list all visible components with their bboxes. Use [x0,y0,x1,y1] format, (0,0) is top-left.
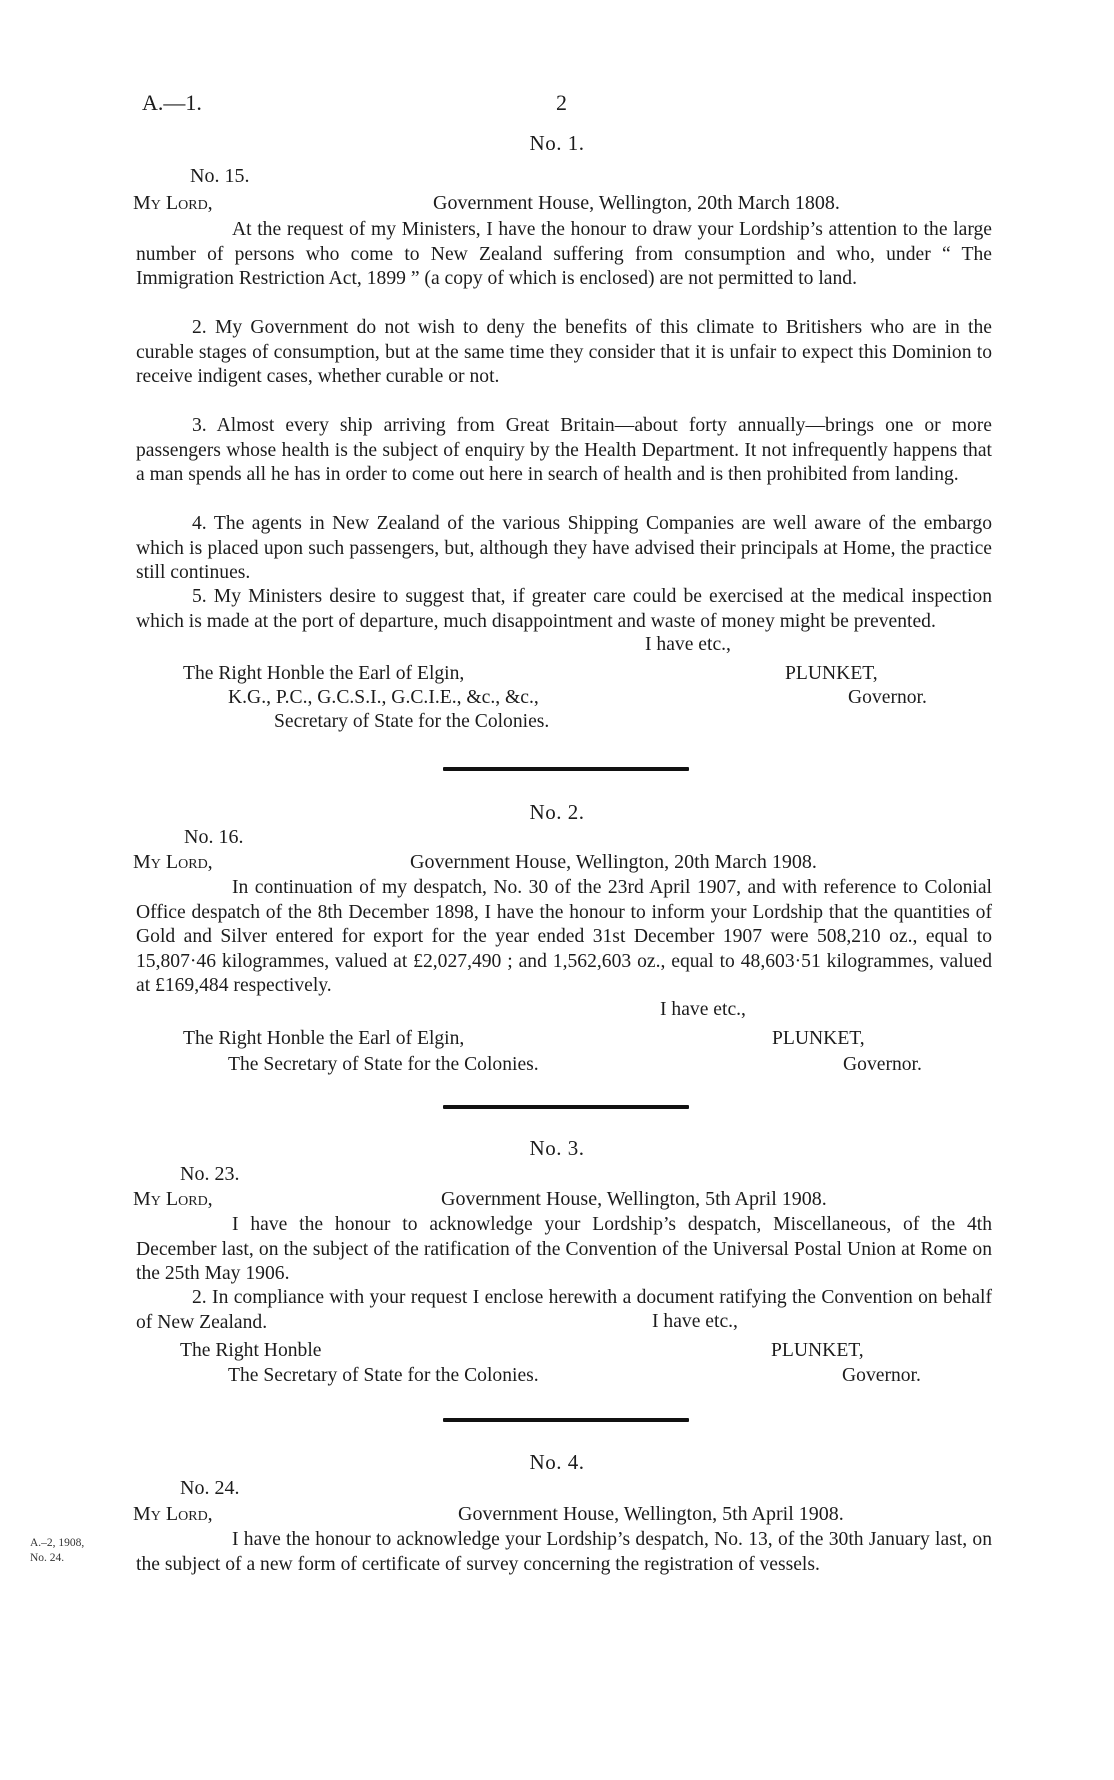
paragraph: 2. My Government do not wish to deny the benefits of this climate to Britishers who are in the curable stages of consumption, but at the same time they consider that it is unfair to expect this Dominion to receive indigent cases, whether curable or not. [136,317,992,388]
paragraph: 2. In compliance with your request I enclose herewith a document ratifying the Convention on behalf of New Zealand. [136,1287,992,1333]
signature: PLUNKET, [785,663,878,684]
despatch-number: No. 15. [190,165,250,187]
signature-title: Governor. [848,687,927,708]
salutation: My Lord, [133,851,213,873]
salutation: My Lord, [133,192,213,214]
addressee-line: Secretary of State for the Colonies. [274,711,550,732]
addressee-line: The Right Honble the Earl of Elgin, [183,1028,465,1049]
signature: PLUNKET, [771,1340,864,1361]
page-reference: A.—1. [142,90,202,115]
signature: PLUNKET, [772,1028,865,1049]
closing: I have etc., [660,999,746,1020]
dateline: Government House, Wellington, 20th March 1808. [433,192,840,214]
paragraph: 5. My Ministers desire to suggest that, if greater care could be exercised at the medical inspection which is made at the port of departure, much disappointment and waste of money might be prevented. [136,586,992,632]
despatch-heading: No. 3. [529,1136,585,1160]
margin-note: No. 24. [30,1552,65,1564]
salutation: My Lord, [133,1503,213,1525]
despatch-heading: No. 2. [529,800,585,824]
paragraph: 3. Almost every ship arriving from Great Britain—about forty annually—brings one or more passengers whose health is the subject of enquiry by the Health Department. It not infrequently happens that a man spends all he has in order to come out here in search of health and is then prohibited from landing. [136,415,992,486]
closing: I have etc., [645,634,731,655]
despatch-heading: No. 4. [529,1450,585,1474]
signature-title: Governor. [843,1054,922,1075]
paragraph: 4. The agents in New Zealand of the various Shipping Companies are well aware of the embargo which is placed upon such passengers, but, although they have advised their principals at Home, the practice still continues. [136,513,992,584]
closing: I have etc., [652,1311,738,1332]
despatch-heading: No. 1. [529,131,585,155]
addressee-line: The Secretary of State for the Colonies. [228,1054,539,1075]
salutation: My Lord, [133,1188,213,1210]
paragraph: At the request of my Ministers, I have the honour to draw your Lordship’s attention to the large number of persons who come to New Zealand suffering from consumption and who, under “ The Immigration Restriction Act, 1899 ” (a copy of which is enclosed) are not permitted to land. [136,219,992,290]
section-divider [443,1418,689,1422]
addressee-line: The Secretary of State for the Colonies. [228,1365,539,1386]
section-divider [443,1105,689,1109]
paragraph: In continuation of my despatch, No. 30 of the 23rd April 1907, and with reference to Colonial Office despatch of the 8th December 1898, I have the honour to inform your Lordship that the quantities of Gold and Silver entered for export for the year ended 31st December 1907 were 508,210 oz., equal to 15,807·46 kilogrammes, valued at £2,027,490 ; and 1,562,603 oz., equal to 48,603·51 kilogrammes, valued at £169,484 respectively. [136,877,992,997]
paragraph: I have the honour to acknowledge your Lordship’s despatch, No. 13, of the 30th January last, on the subject of a new form of certificate of survey concerning the registration of vessels. [136,1529,992,1575]
signature-title: Governor. [842,1365,921,1386]
despatch-number: No. 24. [180,1477,240,1499]
addressee-line: The Right Honble [180,1340,322,1361]
section-divider [443,767,689,771]
despatch-number: No. 16. [184,826,244,848]
page-number: 2 [556,90,567,115]
dateline: Government House, Wellington, 5th April 1908. [458,1503,844,1525]
addressee-line: K.G., P.C., G.C.S.I., G.C.I.E., &c., &c., [228,687,539,708]
dateline: Government House, Wellington, 20th March 1908. [410,851,817,873]
despatch-number: No. 23. [180,1163,240,1185]
dateline: Government House, Wellington, 5th April 1908. [441,1188,827,1210]
paragraph: I have the honour to acknowledge your Lordship’s despatch, Miscellaneous, of the 4th December last, on the subject of the ratification of the Convention of the Universal Postal Union at Rome on the 25th May 1906. [136,1214,992,1285]
margin-note: A.–2, 1908, [30,1537,85,1549]
addressee-line: The Right Honble the Earl of Elgin, [183,663,465,684]
